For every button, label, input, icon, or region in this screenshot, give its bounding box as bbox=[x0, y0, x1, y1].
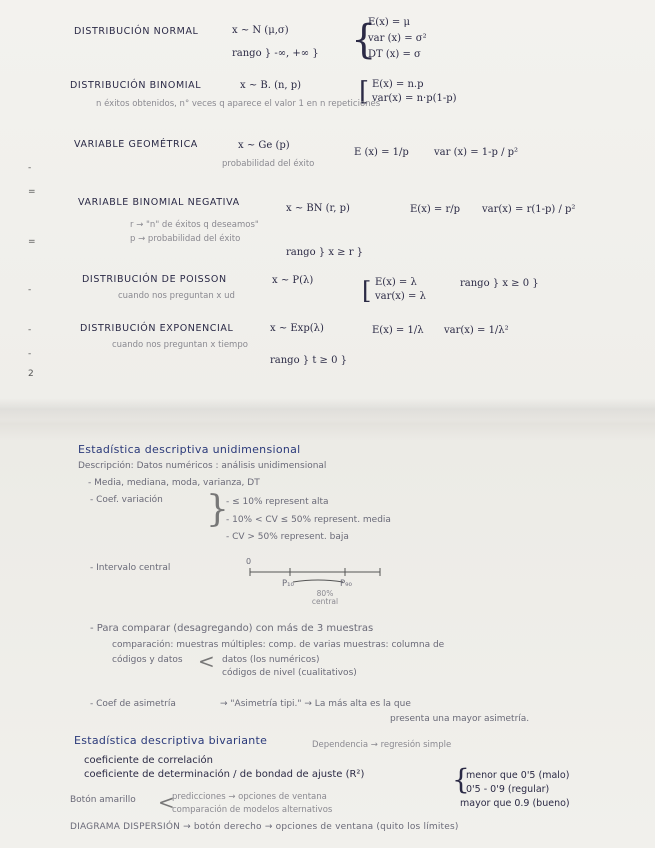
normal-notation: x ~ N (μ,σ) bbox=[232, 25, 289, 36]
geometrica-title: VARIABLE GEOMÉTRICA bbox=[74, 139, 198, 150]
brace-icon: < bbox=[198, 649, 215, 673]
asym-label: - Coef de asimetría bbox=[90, 699, 176, 709]
det-line: coeficiente de determinación / de bondad de ajuste (R²) bbox=[84, 769, 365, 780]
poisson-title: DISTRIBUCIÓN DE POISSON bbox=[82, 274, 227, 285]
poisson-note: cuando nos preguntan x ud bbox=[118, 291, 235, 301]
normal-prop: DT (x) = σ bbox=[368, 49, 421, 60]
normal-title: DISTRIBUCIÓN NORMAL bbox=[74, 26, 199, 37]
geometrica-expectation: E (x) = 1/p bbox=[354, 147, 409, 158]
poisson-notation: x ~ P(λ) bbox=[272, 275, 314, 286]
cv-item: - 10% < CV ≤ 50% represent. media bbox=[226, 515, 391, 525]
codes-item: datos (los numéricos) bbox=[222, 655, 320, 665]
binomial-prop: E(x) = n.p bbox=[372, 79, 424, 90]
margin-mark: = bbox=[28, 237, 36, 247]
margin-mark: - bbox=[28, 163, 32, 173]
exponencial-title: DISTRIBUCIÓN EXPONENCIAL bbox=[80, 323, 234, 334]
normal-range: rango } -∞, +∞ } bbox=[232, 48, 319, 59]
poisson-prop: E(x) = λ bbox=[375, 277, 417, 288]
p90-label: P₉₀ bbox=[340, 579, 352, 589]
exponencial-variance: var(x) = 1/λ² bbox=[444, 325, 509, 336]
axis-zero: 0 bbox=[246, 557, 252, 566]
btn-item: comparación de modelos alternativos bbox=[172, 805, 333, 815]
margin-mark: = bbox=[28, 187, 36, 197]
dependence-line: Dependencia → regresión simple bbox=[312, 740, 452, 750]
binomial-negativa-variance: var(x) = r(1-p) / p² bbox=[482, 204, 576, 215]
det-value: menor que 0'5 (malo) bbox=[466, 770, 570, 781]
cv-item: - ≤ 10% represent alta bbox=[226, 497, 329, 507]
binomial-negativa-note: r → "n" de éxitos q deseamos" bbox=[130, 220, 259, 230]
geometrica-note: probabilidad del éxito bbox=[222, 159, 315, 169]
axis-caption: 80% central bbox=[311, 589, 339, 607]
margin-mark: - bbox=[28, 325, 32, 335]
brace-icon: { bbox=[452, 763, 470, 796]
btn-label: Botón amarillo bbox=[70, 795, 136, 805]
brace-icon: < bbox=[158, 790, 175, 814]
cv-item: - CV > 50% represent. baja bbox=[226, 532, 349, 542]
interval-label: - Intervalo central bbox=[90, 563, 171, 573]
descriptiva-line: - Media, mediana, moda, varianza, DT bbox=[88, 478, 260, 488]
brace-icon: { bbox=[351, 17, 377, 63]
normal-prop: E(x) = μ bbox=[368, 17, 410, 28]
exponencial-note: cuando nos preguntan x tiempo bbox=[112, 340, 248, 350]
bivariante-title: Estadística descriptiva bivariante bbox=[74, 734, 268, 747]
binomial-note: n éxitos obtenidos, n° veces q aparece el valor 1 en n repeticiones bbox=[96, 99, 381, 109]
geometrica-variance: var (x) = 1-p / p² bbox=[434, 147, 519, 158]
geometrica-notation: x ~ Ge (p) bbox=[238, 140, 290, 151]
asym-text: presenta una mayor asimetría. bbox=[390, 714, 530, 724]
codes-item: códigos de nivel (cualitativos) bbox=[222, 668, 357, 678]
compare-line: - Para comparar (desagregando) con más de 3 muestras bbox=[90, 623, 374, 634]
descriptiva-title: Estadística descriptiva unidimensional bbox=[78, 443, 301, 456]
poisson-range: rango } x ≥ 0 } bbox=[460, 278, 539, 289]
binomial-negativa-note: p → probabilidad del éxito bbox=[130, 234, 241, 244]
margin-mark: - bbox=[28, 285, 32, 295]
margin-mark: - bbox=[28, 349, 32, 359]
brace-icon: [ bbox=[362, 277, 372, 305]
binomial-notation: x ~ B. (n, p) bbox=[240, 80, 302, 91]
det-value: 0'5 - 0'9 (regular) bbox=[466, 784, 550, 795]
descriptiva-line: Descripción: Datos numéricos : análisis unidimensional bbox=[78, 461, 327, 471]
p10-label: P₁₀ bbox=[282, 579, 294, 589]
binomial-title: DISTRIBUCIÓN BINOMIAL bbox=[70, 80, 202, 91]
cv-label: - Coef. variación bbox=[90, 495, 163, 505]
codes-label: códigos y datos bbox=[112, 655, 183, 665]
binomial-negativa-range: rango } x ≥ r } bbox=[286, 247, 364, 258]
margin-mark: 2 bbox=[28, 369, 34, 379]
exponencial-expectation: E(x) = 1/λ bbox=[372, 325, 424, 336]
binomial-prop: var(x) = n·p(1-p) bbox=[372, 93, 457, 104]
poisson-prop: var(x) = λ bbox=[375, 291, 426, 302]
exponencial-notation: x ~ Exp(λ) bbox=[270, 323, 324, 334]
binomial-negativa-notation: x ~ BN (r, p) bbox=[286, 203, 350, 214]
binomial-negativa-expectation: E(x) = r/p bbox=[410, 204, 461, 215]
diagram-line: DIAGRAMA DISPERSIÓN → botón derecho → opciones de ventana (quito los límites) bbox=[70, 822, 459, 832]
normal-prop: var (x) = σ² bbox=[368, 33, 427, 44]
binomial-negativa-title: VARIABLE BINOMIAL NEGATIVA bbox=[78, 197, 240, 208]
det-value: mayor que 0.9 (bueno) bbox=[460, 798, 570, 809]
btn-item: predicciones → opciones de ventana bbox=[172, 792, 327, 802]
brace-icon: [ bbox=[359, 77, 370, 107]
brace-icon: } bbox=[206, 489, 229, 530]
corr-line: coeficiente de correlación bbox=[84, 755, 213, 766]
asym-text: → "Asimetría tipi." → La más alta es la que bbox=[220, 699, 411, 709]
exponencial-range: rango } t ≥ 0 } bbox=[270, 355, 347, 366]
compare-sub: comparación: muestras múltiples: comp. de varias muestras: columna de bbox=[112, 640, 445, 650]
